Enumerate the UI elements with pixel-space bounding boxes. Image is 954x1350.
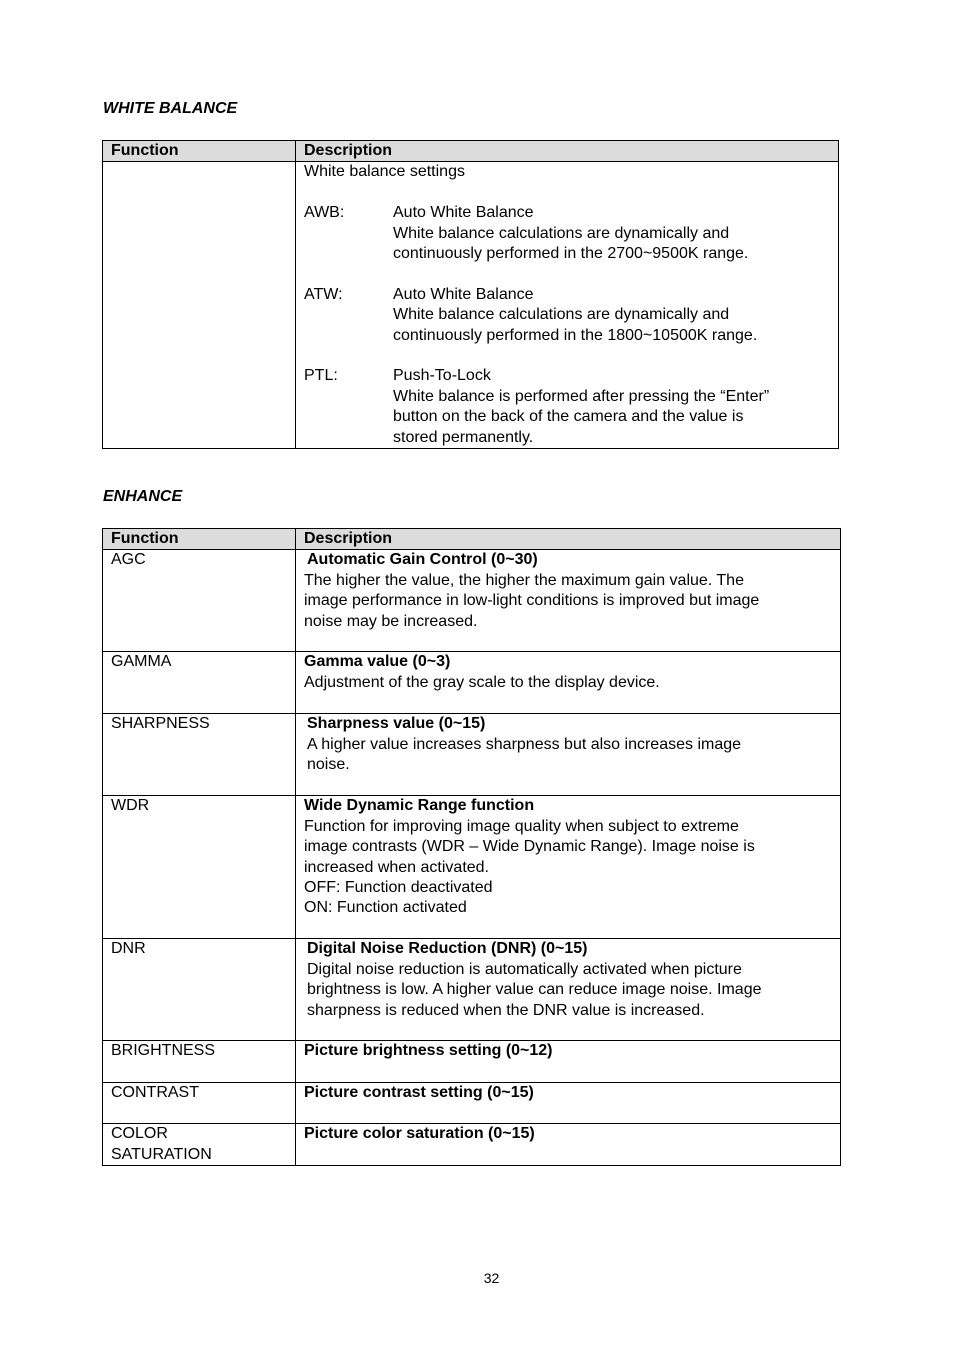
description-line: ON: Function activated [304,899,467,917]
function-cell: SHARPNESS [103,714,296,796]
wb-key: ATW: [304,285,343,303]
table-row-sharpness [103,714,841,796]
wb-key: PTL: [304,367,338,385]
description-cell [296,162,839,449]
function-label: SATURATION [111,1145,212,1163]
wb-line: Auto White Balance [393,285,534,303]
white-balance-intro: White balance settings [304,163,465,181]
table-row-agc [103,550,841,652]
table-row-color-saturation [103,1124,841,1166]
description-heading: Picture contrast setting (0~15) [304,1084,534,1102]
function-column-header: Function [103,141,296,162]
description-line: OFF: Function deactivated [304,879,493,897]
description-cell [296,796,841,939]
white-balance-title: WHITE BALANCE [103,100,238,117]
wb-text [393,285,830,346]
table-header-row [103,141,839,162]
description-heading: Sharpness value (0~15) [307,715,486,733]
wb-line: button on the back of the camera and the value is [393,408,744,426]
wb-item-awb [304,203,830,264]
description-line: image performance in low-light conditions is improved but image [304,592,760,610]
description-heading: Automatic Gain Control (0~30) [307,551,538,569]
function-label: COLOR [111,1125,168,1143]
wb-line: continuously performed in the 2700~9500K range. [393,245,749,263]
white-balance-table [102,140,839,449]
description-line: sharpness is reduced when the DNR value is increased. [307,1001,705,1019]
description-heading: Picture brightness setting (0~12) [304,1042,553,1060]
description-line: The higher the value, the higher the maximum gain value. The [304,571,744,589]
description-cell [296,652,841,714]
function-cell [103,1124,296,1166]
description-line: Function for improving image quality when subject to extreme [304,817,739,835]
wb-line: continuously performed in the 1800~10500K range. [393,326,758,344]
description-line: noise may be increased. [304,612,478,630]
description-cell [296,1124,841,1166]
description-heading: Wide Dynamic Range function [304,797,535,815]
function-column-header: Function [103,529,296,550]
spacer [304,264,830,284]
wb-text [393,366,830,448]
wb-key: AWB: [304,204,345,222]
wb-line: Push-To-Lock [393,367,491,385]
spacer [304,346,830,366]
wb-line: White balance calculations are dynamically and [393,306,730,324]
description-cell [296,1083,841,1124]
description-cell [296,714,841,796]
table-row-gamma [103,652,841,714]
description-line: Adjustment of the gray scale to the display device. [304,673,660,691]
description-column-header: Description [296,141,839,162]
description-column-header: Description [296,529,841,550]
page-number: 32 [483,1270,500,1286]
wb-line: stored permanently. [393,428,534,446]
function-cell: AGC [103,550,296,652]
table-row-dnr [103,939,841,1041]
function-cell [103,162,296,449]
table-row-wdr [103,796,841,939]
description-line: increased when activated. [304,858,489,876]
description-heading: Digital Noise Reduction (DNR) (0~15) [307,940,588,958]
wb-item-atw [304,285,830,346]
description-line: noise. [307,756,350,774]
function-cell: WDR [103,796,296,939]
wb-line: White balance calculations are dynamically and [393,224,730,242]
table-row-contrast [103,1083,841,1124]
description-line: Digital noise reduction is automatically activated when picture [307,960,742,978]
function-cell: DNR [103,939,296,1041]
enhance-title: ENHANCE [103,488,183,505]
function-cell: GAMMA [103,652,296,714]
wb-item-ptl [304,366,830,448]
enhance-table [102,528,841,1166]
description-line: image contrasts (WDR – Wide Dynamic Range). Image noise is [304,838,755,856]
description-line: A higher value increases sharpness but also increases image [307,735,742,753]
table-row-brightness [103,1041,841,1083]
function-cell: BRIGHTNESS [103,1041,296,1083]
function-cell: CONTRAST [103,1083,296,1124]
wb-line: Auto White Balance [393,204,534,222]
description-cell [296,939,841,1041]
spacer [304,183,830,203]
table-row [103,162,839,449]
table-header-row [103,529,841,550]
description-heading: Picture color saturation (0~15) [304,1125,535,1143]
description-cell [296,1041,841,1083]
description-line: brightness is low. A higher value can reduce image noise. Image [307,981,762,999]
description-cell [296,550,841,652]
description-heading: Gamma value (0~3) [304,653,451,671]
wb-line: White balance is performed after pressing the “Enter” [393,387,770,405]
wb-text [393,203,830,264]
